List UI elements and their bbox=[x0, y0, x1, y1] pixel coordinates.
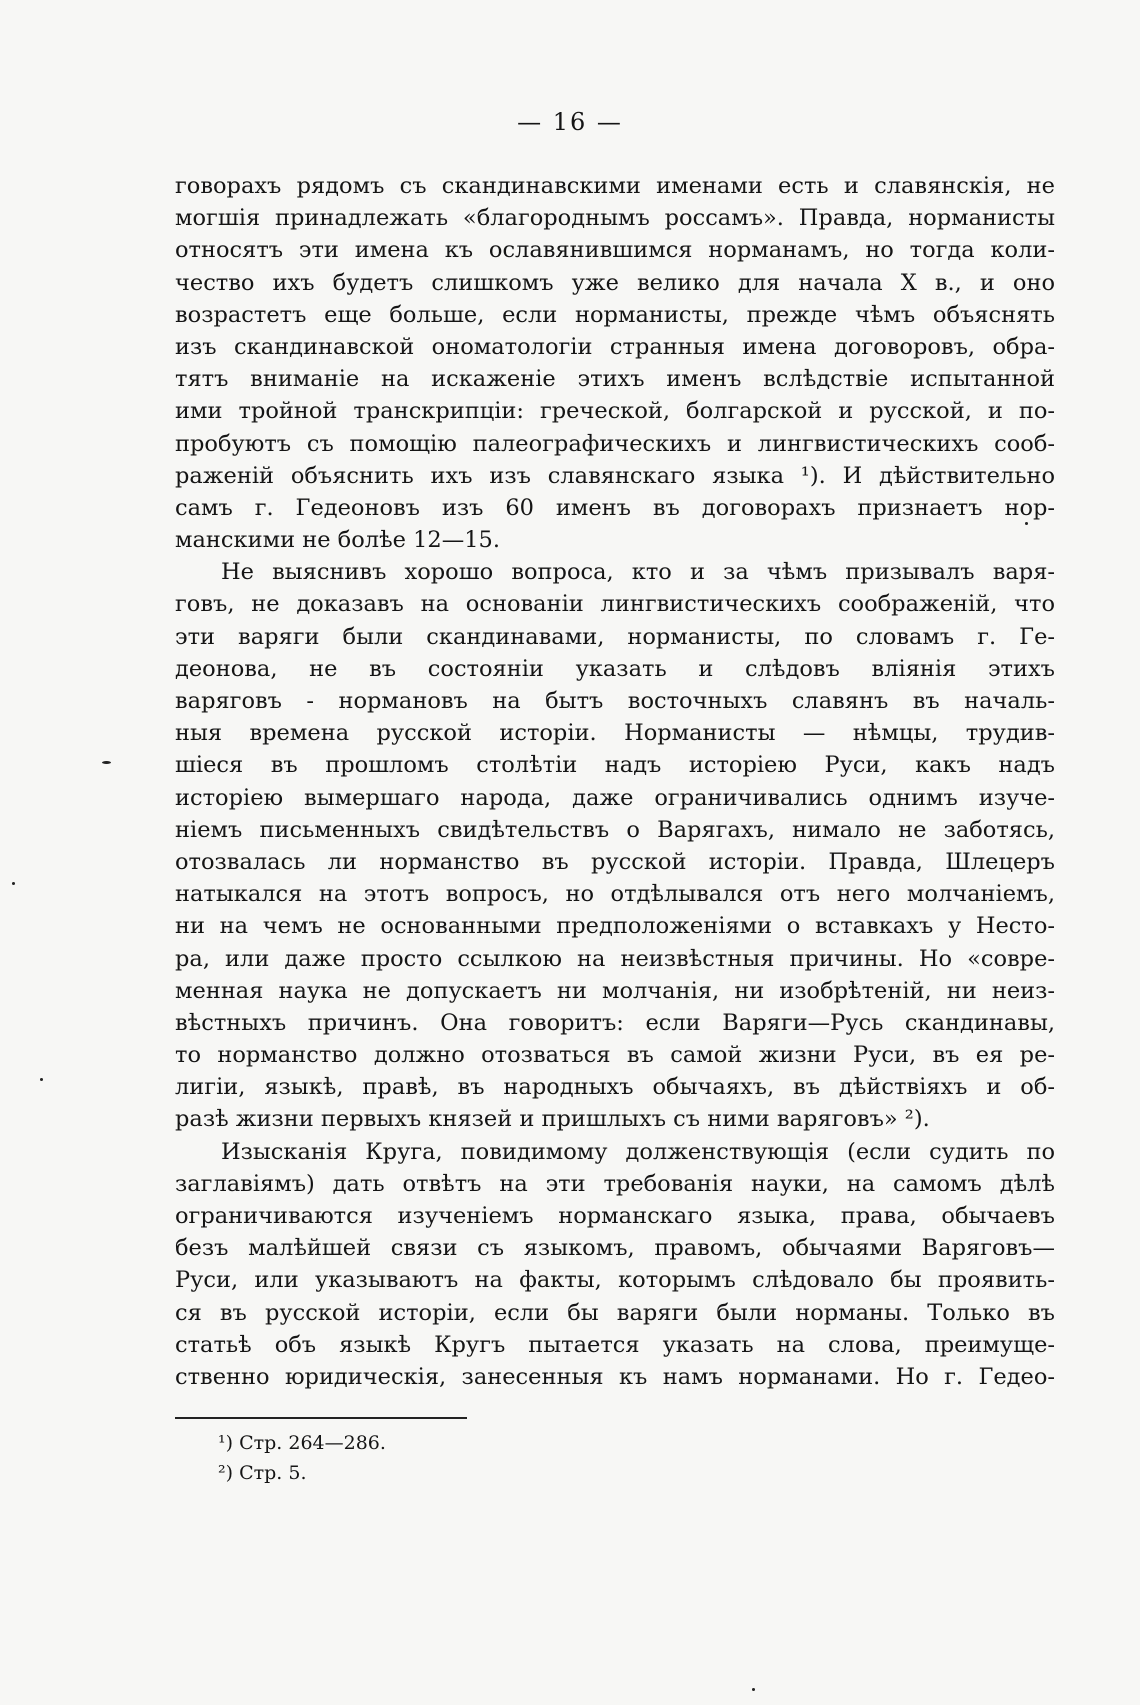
text-line: говъ, не доказавъ на основаніи лингвистическихъ соображеній, что bbox=[175, 591, 1055, 618]
text-line: тятъ вниманіе на искаженіе этихъ именъ вслѣдствіе испытанной bbox=[175, 366, 1055, 393]
text-line: шіеся въ прошломъ столѣтіи надъ исторіею Руси, какъ надъ bbox=[175, 752, 1055, 779]
footnote: ¹) Стр. 264—286. bbox=[218, 1432, 386, 1454]
scan-speck bbox=[752, 1688, 755, 1691]
text-line: ся въ русской исторіи, если бы варяги были норманы. Только въ bbox=[175, 1299, 1055, 1326]
text-line: безъ малѣйшей связи съ языкомъ, правомъ, обычаями Варяговъ— bbox=[175, 1235, 1055, 1262]
text-line: деонова, не въ состояніи указать и слѣдовъ вліянія этихъ bbox=[175, 655, 1055, 682]
text-line: ственно юридическія, занесенныя къ намъ норманами. Но г. Гедео- bbox=[175, 1363, 1055, 1390]
text-line: чество ихъ будетъ слишкомъ уже велико для начала X в., и оно bbox=[175, 269, 1055, 296]
text-line: говорахъ рядомъ съ скандинавскими именами есть и славянскія, не bbox=[175, 173, 1055, 199]
scan-speck bbox=[1025, 522, 1028, 525]
text-line: то норманство должно отозваться въ самой жизни Руси, въ ея ре- bbox=[175, 1042, 1055, 1069]
text-line: Не выяснивъ хорошо вопроса, кто и за чѣмъ призывалъ варя- bbox=[221, 559, 1055, 586]
text-line: ограничиваются изученіемъ норманскаго языка, права, обычаевъ bbox=[175, 1203, 1055, 1229]
text-line: Изысканія Круга, повидимому долженствующія (если судить по bbox=[221, 1138, 1055, 1165]
text-line: лигіи, языкѣ, правѣ, въ народныхъ обычаяхъ, въ дѣйствіяхъ и об- bbox=[175, 1074, 1055, 1101]
text-line: самъ г. Гедеоновъ изъ 60 именъ въ договорахъ признаетъ нор- bbox=[175, 494, 1055, 521]
text-line: относятъ эти имена къ ославянившимся норманамъ, но тогда коли- bbox=[175, 237, 1055, 264]
text-line: исторіею вымершаго народа, даже ограничивались однимъ изуче- bbox=[175, 784, 1055, 811]
scan-speck bbox=[12, 882, 15, 885]
text-line: раженій объяснить ихъ изъ славянскаго языка ¹). И дѣйствительно bbox=[175, 462, 1055, 489]
text-line: ни на чемъ не основанными предположеніями о вставкахъ у Несто- bbox=[175, 913, 1055, 940]
text-line: ніемъ письменныхъ свидѣтельствъ о Варягахъ, нимало не заботясь, bbox=[175, 816, 1055, 843]
text-line: ими тройной транскрипціи: греческой, болгарской и русской, и по- bbox=[175, 398, 1055, 425]
scan-speck bbox=[40, 1078, 43, 1081]
text-line: возрастетъ еще больше, если норманисты, прежде чѣмъ объяснять bbox=[175, 301, 1055, 328]
text-line: менная наука не допускаетъ ни молчанія, ни изобрѣтеній, ни неиз- bbox=[175, 977, 1055, 1004]
text-line: эти варяги были скандинавами, норманисты, по словамъ г. Ге- bbox=[175, 623, 1055, 650]
footnotes bbox=[218, 1428, 386, 1488]
text-line: разѣ жизни первыхъ князей и пришлыхъ съ ними варяговъ» ²). bbox=[175, 1106, 930, 1133]
text-line: заглавіямъ) дать отвѣтъ на эти требованія науки, на самомъ дѣлѣ bbox=[175, 1170, 1055, 1197]
text-line: манскими не болѣе 12—15. bbox=[175, 527, 501, 554]
text-line: изъ скандинавской ономатологіи странныя имена договоровъ, обра- bbox=[175, 333, 1055, 360]
scan-speck bbox=[102, 761, 111, 764]
text-line: варяговъ - нормановъ на бытъ восточныхъ славянъ въ началь- bbox=[175, 688, 1055, 714]
text-line: Руси, или указываютъ на факты, которымъ слѣдовало бы проявить- bbox=[175, 1267, 1055, 1294]
footnote-divider bbox=[175, 1417, 467, 1419]
text-line: отозвалась ли норманство въ русской исторіи. Правда, Шлецеръ bbox=[175, 848, 1055, 875]
body-text bbox=[175, 170, 1055, 1393]
text-line: ра, или даже просто ссылкою на неизвѣстныя причины. Но «совре- bbox=[175, 945, 1055, 972]
text-line: пробуютъ съ помощію палеографическихъ и лингвистическихъ сооб- bbox=[175, 430, 1055, 457]
footnote: ²) Стр. 5. bbox=[218, 1462, 307, 1484]
page-number: — 16 — bbox=[517, 108, 623, 136]
text-line: статьѣ объ языкѣ Кругъ пытается указать на слова, преимуще- bbox=[175, 1331, 1055, 1358]
text-line: могшія принадлежать «благороднымъ россамъ». Правда, норманисты bbox=[175, 205, 1055, 232]
text-line: вѣстныхъ причинъ. Она говоритъ: если Варяги—Русь скандинавы, bbox=[175, 1009, 1055, 1036]
text-line: натыкался на этотъ вопросъ, но отдѣлывался отъ него молчаніемъ, bbox=[175, 881, 1055, 908]
text-line: ныя времена русской исторіи. Норманисты — нѣмцы, трудив- bbox=[175, 720, 1055, 747]
